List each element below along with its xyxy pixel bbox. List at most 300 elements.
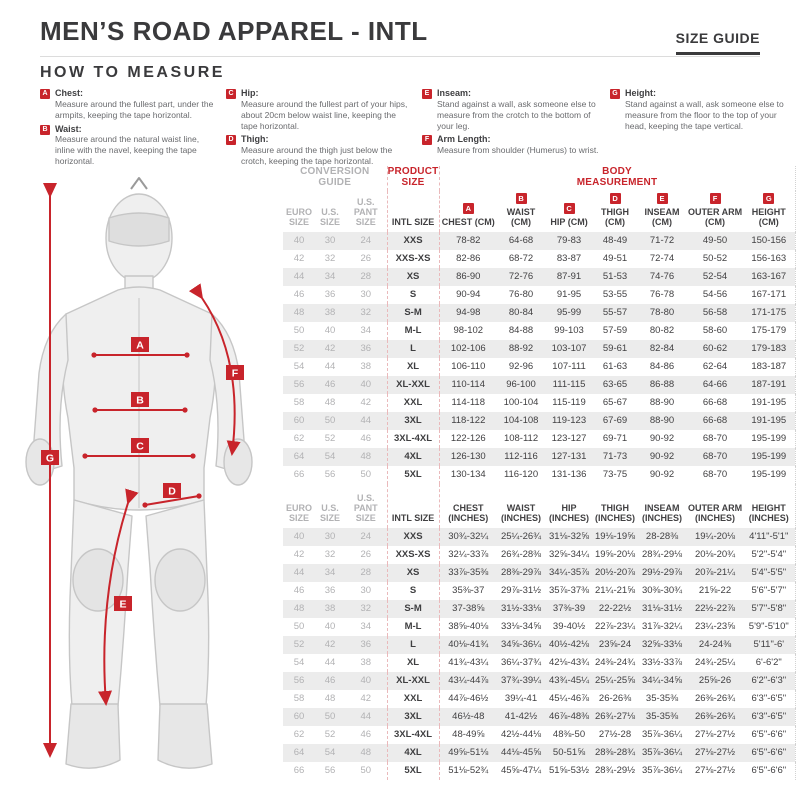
right-glove xyxy=(224,439,252,485)
size-value-cell: 23¼-23⅝ xyxy=(694,621,736,633)
size-value-cell: 69-71 xyxy=(602,433,628,445)
size-value-cell: 36 xyxy=(360,639,372,651)
size-value-cell: 88-92 xyxy=(508,343,534,355)
size-value-cell: 191-195 xyxy=(743,412,795,430)
intl-size-cell: XS xyxy=(387,564,439,582)
table-row xyxy=(283,762,795,780)
intl-size-cell: 3XL-4XL xyxy=(387,726,439,744)
size-value-cell: 66 xyxy=(293,469,305,481)
size-value-cell: 34 xyxy=(360,325,372,337)
size-value-cell: 68-70 xyxy=(702,451,728,463)
col-header-height-cm: G HEIGHT (CM) xyxy=(743,191,795,232)
size-value-cell: 195-199 xyxy=(743,448,795,466)
intl-size-cell: XXS xyxy=(387,528,439,546)
svg-text:A: A xyxy=(136,339,144,352)
size-value-cell: 44⅛-45⅝ xyxy=(500,747,542,759)
size-value-cell: 48 xyxy=(324,693,336,705)
measurement-figure xyxy=(6,168,280,797)
table-row xyxy=(283,528,795,546)
measure-desc: Measure around the natural waist line, inline with the navel, keeping the tape horizontal. xyxy=(55,134,200,167)
size-value-cell: 28⅜-28¾ xyxy=(594,747,636,759)
size-value-cell: 50 xyxy=(293,325,305,337)
size-value-cell: 60 xyxy=(293,415,305,427)
size-value-cell: 36 xyxy=(360,343,372,355)
size-value-cell: 24⅜-24¾ xyxy=(594,657,636,669)
size-value-cell: 42 xyxy=(293,253,305,265)
size-value-cell: 108-112 xyxy=(503,433,539,445)
size-value-cell: 35⅞-36¼ xyxy=(641,729,683,741)
size-value-cell: 95-99 xyxy=(556,307,582,319)
size-value-cell: 191-195 xyxy=(743,394,795,412)
svg-text:E: E xyxy=(119,598,127,611)
body-measurement-label: BODY MEASUREMENT xyxy=(576,166,658,188)
size-value-cell: 35⅜-37 xyxy=(439,582,497,600)
size-value-cell: 39-40½ xyxy=(552,621,586,633)
size-value-cell: 63-65 xyxy=(602,379,628,391)
size-value-cell: 46 xyxy=(360,729,372,741)
size-value-cell: 195-199 xyxy=(743,466,795,484)
size-value-cell: 42 xyxy=(360,397,372,409)
table-row xyxy=(283,654,795,672)
size-value-cell: 78-82 xyxy=(439,232,497,250)
size-value-cell: 32¼-33⅞ xyxy=(439,546,497,564)
size-value-cell: 56-58 xyxy=(702,307,728,319)
intl-size-cell: XS xyxy=(387,268,439,286)
size-value-cell: 38 xyxy=(324,603,336,615)
header-divider xyxy=(40,56,760,57)
size-value-cell: 52-54 xyxy=(702,271,728,283)
size-value-cell: 126-130 xyxy=(439,448,497,466)
size-value-cell: 40⅛-41¾ xyxy=(439,636,497,654)
size-value-cell: 119-123 xyxy=(551,415,587,427)
size-value-cell: 86-88 xyxy=(649,379,675,391)
size-value-cell: 6'3"-6'5" xyxy=(743,708,795,726)
letter-badge-c: C xyxy=(226,89,236,99)
intl-size-cell: XXL xyxy=(387,690,439,708)
size-value-cell: 44⅞-46½ xyxy=(439,690,497,708)
size-value-cell: 64 xyxy=(293,747,305,759)
size-value-cell: 48 xyxy=(293,307,305,319)
size-value-cell: 64 xyxy=(293,451,305,463)
size-value-cell: 32 xyxy=(360,307,372,319)
col-header-us-size: U.S. SIZE xyxy=(319,503,340,524)
intl-size-cell: S-M xyxy=(387,600,439,618)
size-value-cell: 76-80 xyxy=(508,289,534,301)
measure-name: Hip: xyxy=(241,88,259,98)
table-row xyxy=(283,448,795,466)
size-value-cell: 88-90 xyxy=(649,415,675,427)
size-value-cell: 90-92 xyxy=(649,433,675,445)
measure-desc: Measure from shoulder (Humerus) to wrist. xyxy=(437,145,599,156)
size-value-cell: 59-61 xyxy=(602,343,628,355)
size-value-cell: 28 xyxy=(360,271,372,283)
size-value-cell: 38⅝-40⅛ xyxy=(439,618,497,636)
size-value-cell: 40 xyxy=(360,675,372,687)
size-value-cell: 44 xyxy=(360,415,372,427)
size-value-cell: 42⅛-43¾ xyxy=(548,657,590,669)
size-value-cell: 86-90 xyxy=(439,268,497,286)
size-value-cell: 84-86 xyxy=(649,361,675,373)
size-value-cell: 50 xyxy=(324,711,336,723)
size-value-cell: 49-51 xyxy=(602,253,628,265)
measure-name: Height: xyxy=(625,88,656,98)
col-header-outer-arm-inches: OUTER ARM (INCHES) xyxy=(687,503,743,524)
size-value-cell: 83-87 xyxy=(556,253,582,265)
size-value-cell: 22⅞-23¼ xyxy=(594,621,636,633)
size-value-cell: 60-62 xyxy=(702,343,728,355)
size-value-cell: 32⅝-33⅛ xyxy=(641,639,683,651)
measure-item-thigh xyxy=(226,134,412,167)
size-value-cell: 62-64 xyxy=(702,361,728,373)
size-value-cell: 20⅞-21¼ xyxy=(694,567,736,579)
size-value-cell: 5'2"-5'4" xyxy=(743,546,795,564)
table-row xyxy=(283,672,795,690)
size-value-cell: 46 xyxy=(324,379,336,391)
intl-size-cell: M-L xyxy=(387,322,439,340)
size-value-cell: 20⅛-20¾ xyxy=(694,549,736,561)
size-value-cell: 115-119 xyxy=(552,397,586,409)
size-value-cell: 34 xyxy=(324,567,336,579)
table-row xyxy=(283,394,795,412)
size-value-cell: 102-106 xyxy=(439,340,497,358)
size-value-cell: 71-73 xyxy=(602,451,628,463)
svg-text:F: F xyxy=(231,367,239,380)
size-value-cell: 68-72 xyxy=(508,253,534,265)
size-value-cell: 40 xyxy=(293,531,305,543)
size-guide-link[interactable]: SIZE GUIDE xyxy=(676,30,760,55)
table-row xyxy=(283,376,795,394)
size-value-cell: 32⅝-34¼ xyxy=(548,549,590,561)
size-value-cell: 46 xyxy=(293,289,305,301)
size-value-cell: 58 xyxy=(293,397,305,409)
size-value-cell: 40 xyxy=(360,379,372,391)
size-value-cell: 62 xyxy=(293,729,305,741)
intl-size-cell: S xyxy=(387,582,439,600)
table-row xyxy=(283,546,795,564)
size-value-cell: 61-63 xyxy=(602,361,628,373)
size-value-cell: 34¼-34⅝ xyxy=(641,675,683,687)
table-row xyxy=(283,582,795,600)
size-value-cell: 33½-33⅞ xyxy=(641,657,683,669)
size-value-cell: 150-156 xyxy=(743,232,795,250)
table-row xyxy=(283,618,795,636)
measure-item-height xyxy=(610,88,796,131)
col-header-inseam-cm: E INSEAM (CM) xyxy=(644,194,680,228)
intl-size-cell: L xyxy=(387,340,439,358)
size-value-cell: 64-66 xyxy=(702,379,728,391)
size-value-cell: 44 xyxy=(293,567,305,579)
size-value-cell: 46 xyxy=(324,675,336,687)
size-value-cell: 45⅝-47¼ xyxy=(500,765,542,777)
size-value-cell: 179-183 xyxy=(743,340,795,358)
size-value-cell: 36 xyxy=(324,585,336,597)
size-value-cell: 42½-44⅛ xyxy=(500,729,542,741)
col-header-hip-inches: HIP (INCHES) xyxy=(549,503,590,524)
col-badge-g: G xyxy=(763,193,774,204)
intl-size-cell: XL xyxy=(387,654,439,672)
size-value-cell: 30⅜-30¾ xyxy=(641,585,683,597)
letter-badge-a: A xyxy=(40,89,50,99)
size-value-cell: 32 xyxy=(324,253,336,265)
size-value-cell: 46 xyxy=(360,433,372,445)
size-value-cell: 98-102 xyxy=(439,322,497,340)
size-value-cell: 163-167 xyxy=(743,268,795,286)
table-row xyxy=(283,250,795,268)
size-value-cell: 27½-28 xyxy=(598,729,632,741)
size-value-cell: 64-68 xyxy=(508,235,534,247)
size-value-cell: 46½-48 xyxy=(439,708,497,726)
size-value-cell: 58 xyxy=(293,693,305,705)
page-title: MEN’S ROAD APPAREL - INTL xyxy=(40,16,428,46)
col-header-inseam-inches: INSEAM (INCHES) xyxy=(642,503,683,524)
size-value-cell: 26¾-27⅛ xyxy=(594,711,636,723)
size-value-cell: 38 xyxy=(324,307,336,319)
size-value-cell: 19⅝-20⅛ xyxy=(594,549,636,561)
size-value-cell: 90-92 xyxy=(649,469,675,481)
size-value-cell: 35⅞-37⅜ xyxy=(548,585,590,597)
intl-size-cell: S-M xyxy=(387,304,439,322)
size-value-cell: 6'5"-6'6" xyxy=(743,726,795,744)
table-row xyxy=(283,304,795,322)
measure-column-1 xyxy=(40,88,216,170)
size-value-cell: 84-88 xyxy=(508,325,534,337)
size-value-cell: 40 xyxy=(293,235,305,247)
size-value-cell: 30¾-32¼ xyxy=(439,528,497,546)
size-table xyxy=(283,166,796,780)
col-header-hip-cm: C HIP (CM) xyxy=(550,204,588,228)
size-value-cell: 42 xyxy=(293,549,305,561)
letter-badge-d: D xyxy=(226,135,236,145)
table-row xyxy=(283,340,795,358)
measure-item-arm-length xyxy=(422,134,600,156)
size-value-cell: 19⅛-19⅝ xyxy=(594,531,636,543)
size-value-cell: 27⅛-27½ xyxy=(694,729,736,741)
size-value-cell: 54 xyxy=(293,657,305,669)
size-value-cell: 90-92 xyxy=(649,451,675,463)
size-value-cell: 24¾-25¼ xyxy=(694,657,736,669)
left-boot xyxy=(66,704,120,768)
size-value-cell: 35⅞-36¼ xyxy=(641,747,683,759)
svg-text:C: C xyxy=(136,440,144,453)
size-table-section xyxy=(283,166,795,780)
size-value-cell: 28⅜-29⅞ xyxy=(500,567,542,579)
table-row xyxy=(283,268,795,286)
col-header-euro-size: EURO SIZE xyxy=(285,207,312,228)
table-row xyxy=(283,358,795,376)
size-value-cell: 48 xyxy=(360,451,372,463)
size-value-cell: 88-90 xyxy=(649,397,675,409)
col-header-euro-size: EURO SIZE xyxy=(285,503,312,524)
size-value-cell: 51⅝-53½ xyxy=(548,765,590,777)
col-header-thigh-inches: THIGH (INCHES) xyxy=(595,503,636,524)
size-value-cell: 123-127 xyxy=(551,433,587,445)
size-value-cell: 31⅛-31½ xyxy=(641,603,683,615)
size-value-cell: 72-74 xyxy=(649,253,675,265)
size-value-cell: 21¼-21⅝ xyxy=(594,585,636,597)
size-value-cell: 103-107 xyxy=(551,343,587,355)
col-header-outer-arm-cm: F OUTER ARM (CM) xyxy=(687,194,743,228)
size-value-cell: 29½-29⅞ xyxy=(641,567,683,579)
table-row xyxy=(283,564,795,582)
size-value-cell: 26 xyxy=(360,253,372,265)
size-value-cell: 4'11"-5'1" xyxy=(743,528,795,546)
intl-size-cell: XXL xyxy=(387,394,439,412)
size-value-cell: 104-108 xyxy=(503,415,539,427)
size-value-cell: 21⅝-22 xyxy=(698,585,732,597)
size-value-cell: 131-136 xyxy=(551,469,587,481)
size-value-cell: 34 xyxy=(324,271,336,283)
size-value-cell: 40 xyxy=(324,325,336,337)
size-value-cell: 27⅛-27½ xyxy=(694,765,736,777)
inches-table-body xyxy=(283,528,795,780)
size-value-cell: 54 xyxy=(293,361,305,373)
measure-item-chest xyxy=(40,88,216,121)
size-value-cell: 57-59 xyxy=(602,325,628,337)
size-value-cell: 35⅞-36¼ xyxy=(641,765,683,777)
size-value-cell: 26¾-28⅜ xyxy=(500,549,542,561)
size-value-cell: 72-76 xyxy=(508,271,534,283)
col-badge-e: E xyxy=(657,193,668,204)
size-value-cell: 31⅛-32⅝ xyxy=(548,531,590,543)
size-value-cell: 36¼-37¾ xyxy=(500,657,542,669)
size-value-cell: 41-42½ xyxy=(504,711,538,723)
size-value-cell: 50-52 xyxy=(702,253,728,265)
cm-table-header xyxy=(283,166,795,232)
col-header-us-pant-size: U.S. PANT SIZE xyxy=(353,492,378,524)
how-to-measure-section xyxy=(40,88,784,170)
table-row xyxy=(283,708,795,726)
size-value-cell: 35-35⅜ xyxy=(645,693,679,705)
size-value-cell: 6'-6'2" xyxy=(743,654,795,672)
inches-table-header xyxy=(283,484,795,528)
size-value-cell: 54 xyxy=(324,451,336,463)
size-value-cell: 112-116 xyxy=(504,451,538,463)
measure-desc: Stand against a wall, ask someone else to measure from the crotch to the bottom of your leg. xyxy=(437,98,596,131)
size-value-cell: 5'7"-5'8" xyxy=(743,600,795,618)
size-value-cell: 48 xyxy=(324,397,336,409)
size-value-cell: 27⅛-27½ xyxy=(694,747,736,759)
size-value-cell: 82-86 xyxy=(439,250,497,268)
intl-size-cell: XL-XXL xyxy=(387,376,439,394)
size-value-cell: 91-95 xyxy=(556,289,582,301)
size-value-cell: 6'3"-6'5" xyxy=(743,690,795,708)
letter-badge-e: E xyxy=(422,89,432,99)
size-value-cell: 50 xyxy=(293,621,305,633)
size-value-cell: 183-187 xyxy=(743,358,795,376)
size-value-cell: 32 xyxy=(324,549,336,561)
size-value-cell: 37¾-39¼ xyxy=(500,675,542,687)
col-header-chest-cm: A CHEST (CM) xyxy=(439,191,497,232)
size-value-cell: 23⅝-24 xyxy=(598,639,632,651)
intl-size-cell: XL xyxy=(387,358,439,376)
table-row xyxy=(283,744,795,762)
right-boot xyxy=(158,704,212,768)
size-value-cell: 50 xyxy=(324,415,336,427)
size-value-cell: 26⅜-26¾ xyxy=(694,693,736,705)
intl-size-cell: S xyxy=(387,286,439,304)
measure-item-waist xyxy=(40,124,216,167)
size-value-cell: 67-69 xyxy=(602,415,628,427)
measure-desc: Measure around the fullest part of your hips, about 20cm below waist line, keeping the tape horizontal. xyxy=(241,98,408,131)
size-value-cell: 30 xyxy=(360,289,372,301)
size-value-cell: 60 xyxy=(293,711,305,723)
size-value-cell: 22-22½ xyxy=(598,603,632,615)
size-value-cell: 74-76 xyxy=(649,271,675,283)
size-value-cell: 52 xyxy=(324,729,336,741)
col-badge-d: D xyxy=(610,193,621,204)
size-value-cell: 68-70 xyxy=(702,433,728,445)
svg-text:G: G xyxy=(45,452,55,465)
size-value-cell: 94-98 xyxy=(439,304,497,322)
intl-size-cell: XL-XXL xyxy=(387,672,439,690)
how-to-measure-heading: HOW TO MEASURE xyxy=(40,64,225,81)
size-value-cell: 100-104 xyxy=(503,397,539,409)
size-value-cell: 76-78 xyxy=(649,289,675,301)
col-badge-f: F xyxy=(710,193,721,204)
table-row xyxy=(283,322,795,340)
table-row xyxy=(283,636,795,654)
measure-column-4 xyxy=(610,88,796,170)
size-value-cell: 28-28⅜ xyxy=(645,531,679,543)
size-value-cell: 6'5"-6'6" xyxy=(743,762,795,780)
size-value-cell: 52 xyxy=(324,433,336,445)
size-value-cell: 50-51⅝ xyxy=(552,747,586,759)
size-value-cell: 46 xyxy=(293,585,305,597)
size-value-cell: 195-199 xyxy=(743,430,795,448)
rider-silhouette xyxy=(26,178,252,768)
size-value-cell: 79-83 xyxy=(556,235,582,247)
size-value-cell: 32 xyxy=(360,603,372,615)
size-value-cell: 175-179 xyxy=(743,322,795,340)
col-header-us-pant-size: U.S. PANT SIZE xyxy=(353,196,378,228)
size-value-cell: 171-175 xyxy=(743,304,795,322)
letter-badge-b: B xyxy=(40,125,50,135)
measure-name: Chest: xyxy=(55,88,84,98)
cm-table-body xyxy=(283,232,795,484)
size-value-cell: 33⅛-34⅝ xyxy=(500,621,542,633)
letter-badge-f: F xyxy=(422,135,432,145)
size-value-cell: 24 xyxy=(360,531,372,543)
size-value-cell: 43¾-45¼ xyxy=(548,675,590,687)
size-value-cell: 106-110 xyxy=(439,358,497,376)
col-header-height-inches: HEIGHT (INCHES) xyxy=(743,484,795,528)
col-header-waist-cm: B WAIST (CM) xyxy=(506,194,536,228)
measure-name: Thigh: xyxy=(241,134,269,145)
size-value-cell: 5'6"-5'7" xyxy=(743,582,795,600)
size-value-cell: 167-171 xyxy=(743,286,795,304)
size-value-cell: 5'11"-6' xyxy=(743,636,795,654)
size-value-cell: 26 xyxy=(360,549,372,561)
size-value-cell: 44 xyxy=(360,711,372,723)
size-value-cell: 43¼-44⅞ xyxy=(439,672,497,690)
size-value-cell: 107-111 xyxy=(552,361,586,373)
intl-size-cell: L xyxy=(387,636,439,654)
intl-size-cell: XXS-XS xyxy=(387,250,439,268)
size-value-cell: 37⅜-39 xyxy=(552,603,586,615)
size-value-cell: 48-49 xyxy=(602,235,628,247)
size-value-cell: 50 xyxy=(360,765,372,777)
size-value-cell: 25¼-25⅝ xyxy=(594,675,636,687)
size-value-cell: 99-103 xyxy=(554,325,584,337)
intl-size-cell: 4XL xyxy=(387,448,439,466)
col-badge-b: B xyxy=(516,193,527,204)
size-value-cell: 62 xyxy=(293,433,305,445)
size-value-cell: 156-163 xyxy=(743,250,795,268)
size-value-cell: 42 xyxy=(324,639,336,651)
size-value-cell: 36 xyxy=(324,289,336,301)
size-value-cell: 71-72 xyxy=(649,235,675,247)
size-value-cell: 42 xyxy=(324,343,336,355)
